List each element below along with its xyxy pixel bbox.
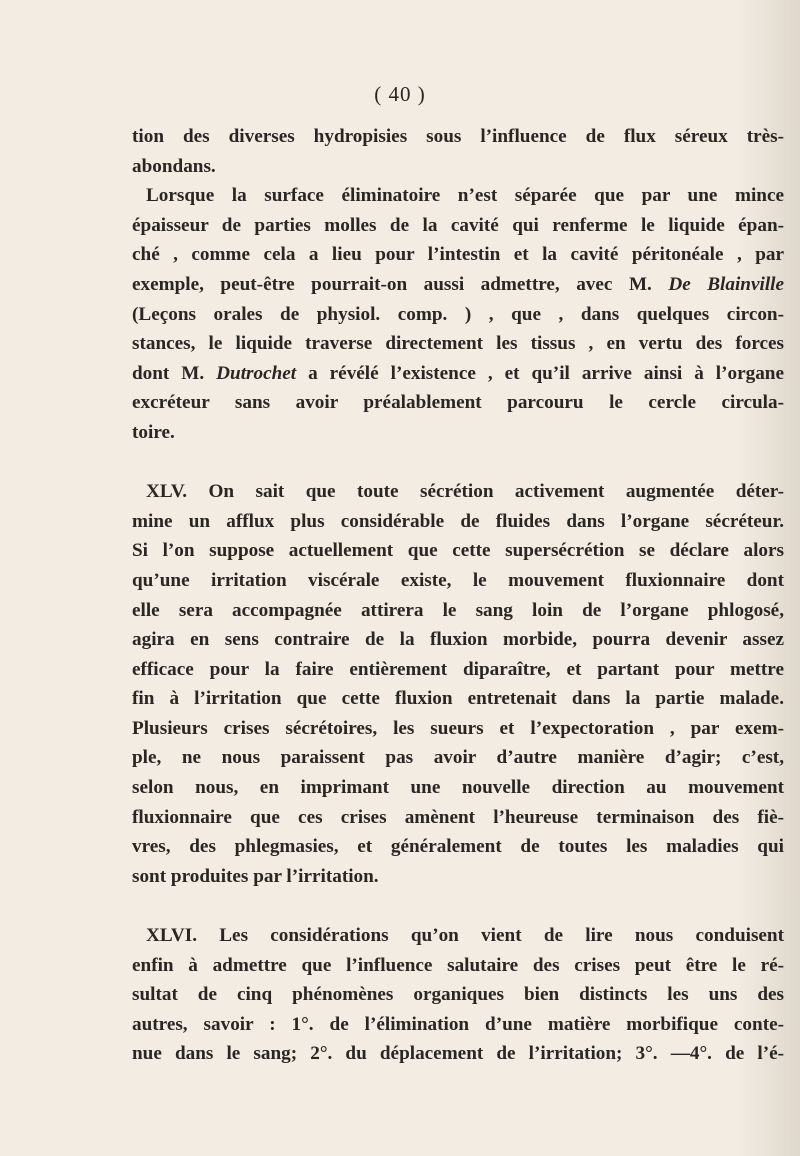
text-segment: exemple, peut-être pourrait-on aussi admettre, avec M. <box>132 273 669 295</box>
author-name: Dutrochet <box>216 362 297 384</box>
text-line: excréteur sans avoir préalablement parcouru le cercle circula- <box>132 392 784 414</box>
paragraph-gap <box>132 891 784 921</box>
text-line <box>132 270 784 300</box>
text-line: toire. <box>132 421 175 443</box>
text-line: Plusieurs crises sécrétoires, les sueurs et l’expectoration , par exem- <box>132 717 784 739</box>
text-line: épaisseur de parties molles de la cavité qui renferme le liquide épan- <box>132 214 784 236</box>
text-line: nue dans le sang; 2°. du déplacement de l’irritation; 3°. —4°. de l’é- <box>132 1043 784 1065</box>
text-line: sont produites par l’irritation. <box>132 865 379 887</box>
text-line: fin à l’irritation que cette fluxion entretenait dans la partie malade. <box>132 688 784 710</box>
text-segment: dont M. <box>132 362 217 384</box>
text-line: Si l’on suppose actuellement que cette supersécrétion se déclare alors <box>132 540 784 562</box>
text-line: agira en sens contraire de la fluxion morbide, pourra devenir assez <box>132 629 784 651</box>
text-line: elle sera accompagnée attirera le sang loin de l’organe phlogosé, <box>132 599 784 621</box>
text-line: (Leçons orales de physiol. comp. ) , que , dans quelques circon- <box>132 303 784 325</box>
text-line: fluxionnaire que ces crises amènent l’heureuse terminaison des fiè- <box>132 806 784 828</box>
text-line: sultat de cinq phénomènes organiques bien distincts les uns des <box>132 984 784 1006</box>
text-segment: a révélé l’existence , et qu’il arrive ainsi à l’organe <box>296 362 784 384</box>
text-line: XLV. On sait que toute sécrétion activement augmentée déter- <box>146 481 784 503</box>
text-line: selon nous, en imprimant une nouvelle direction au mouvement <box>132 777 784 799</box>
text-line: Lorsque la surface éliminatoire n’est séparée que par une mince <box>146 185 784 207</box>
text-line: mine un afflux plus considérable de fluides dans l’organe sécréteur. <box>132 510 784 532</box>
text-line: qu’une irritation viscérale existe, le mouvement fluxionnaire dont <box>132 569 784 591</box>
text-line: ple, ne nous paraissent pas avoir d’autre manière d’agir; c’est, <box>132 747 784 769</box>
text-line: ché , comme cela a lieu pour l’intestin et la cavité péritonéale , par <box>132 244 784 266</box>
page-number: ( 40 ) <box>374 82 426 106</box>
text-line: tion des diverses hydropisies sous l’influence de flux séreux très- <box>132 126 784 147</box>
author-name: De Blainville <box>668 273 784 295</box>
text-line: stances, le liquide traverse directement les tissus , en vertu des forces <box>132 333 784 355</box>
paragraph-gap <box>132 448 784 478</box>
text-line: autres, savoir : 1°. de l’élimination d’une matière morbifique conte- <box>132 1013 784 1035</box>
text-line: efficace pour la faire entièrement diparaître, et partant pour mettre <box>132 658 784 680</box>
text-line <box>132 359 784 389</box>
body-text <box>132 122 784 1069</box>
text-line: vres, des phlegmasies, et généralement de toutes les maladies qui <box>132 836 784 858</box>
text-line: abondans. <box>132 155 216 177</box>
text-line: enfin à admettre que l’influence salutaire des crises peut être le ré- <box>132 954 784 976</box>
text-line: XLVI. Les considérations qu’on vient de lire nous conduisent <box>146 925 784 947</box>
